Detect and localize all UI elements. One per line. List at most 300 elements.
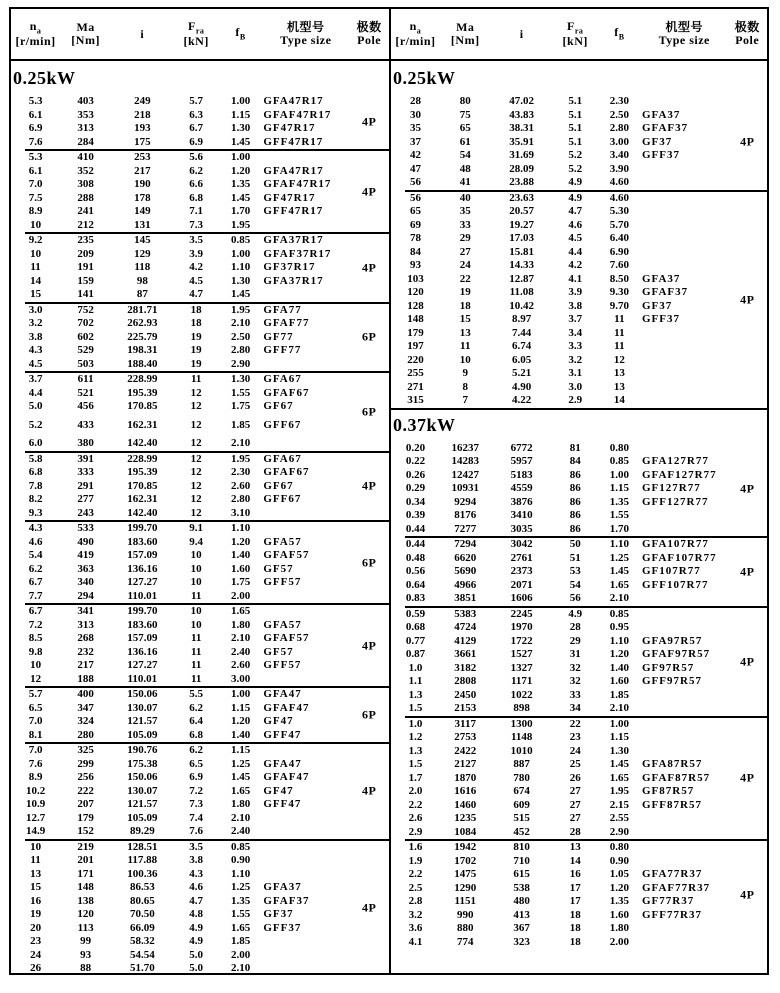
cell-na: 6.1 [28,164,43,177]
table-row [391,689,767,703]
cell-ma: 191 [77,261,94,273]
table-row [11,962,389,973]
cell-fra: 12 [190,452,202,465]
cell-na: 0.56 [405,565,426,577]
cell-i: 10.42 [509,299,535,312]
cell-type: GFAF107R77 [642,551,717,564]
cell-ma: 93 [80,948,92,961]
cell-ma: 1616 [454,785,477,797]
cell-type [262,868,349,882]
cell-fra: 86 [569,509,581,521]
cell-i: 5957 [510,455,533,467]
cell-na: 35 [409,122,421,134]
cell-fb: 1.95 [609,785,629,797]
cell-i: 199.70 [127,605,158,617]
cell-fra: 4.2 [568,259,583,271]
cell-fra: 29 [569,634,581,647]
cell-type: GF127R77 [642,482,701,494]
cell-ma: 80 [459,95,471,107]
cell-ma: 340 [77,576,94,588]
cell-i: 129 [134,247,151,260]
cell-fra: 3.9 [568,286,583,298]
cell-type [641,922,727,936]
cell-fra: 3.8 [189,854,204,866]
cell-ma: 4966 [454,578,477,591]
cell-i: 35.91 [509,135,535,148]
cell-ma: 18 [459,299,471,312]
cell-i: 20.57 [509,205,535,217]
data-section [11,688,389,742]
header-ratio: i [140,26,145,41]
pole-label: 4P [740,481,755,496]
cell-pole-spacer [349,798,389,812]
cell-na: 42 [409,149,421,161]
cell-ma: 308 [77,178,94,190]
cell-fra: 3.5 [189,840,204,853]
cell-fb: 4.60 [609,191,629,204]
cell-pole-spacer [727,936,766,950]
table-row [391,176,767,190]
cell-fb: 1.45 [230,135,251,148]
cell-pole-spacer [727,394,766,408]
cell-type [641,523,727,537]
cell-fra: 4.9 [189,935,204,947]
cell-ma: 380 [77,437,94,449]
cell-pole-spacer [727,442,766,456]
cell-type: GFA57 [263,618,302,631]
cell-type: GFAF37 [263,894,310,907]
cell-type [262,151,349,165]
cell-ma: 410 [77,151,94,163]
table-row [11,949,389,963]
cell-na: 28 [409,95,421,107]
cell-na: 24 [30,948,42,961]
cell-fra: 54 [569,578,581,591]
table-row [391,109,767,123]
cell-i: 170.85 [127,400,158,412]
cell-ma: 113 [77,921,94,934]
cell-fb: 0.80 [609,841,629,853]
table-row [391,758,767,772]
cell-ma: 8176 [454,509,477,521]
cell-ma: 243 [77,506,94,519]
table-row [11,178,389,192]
cell-type [262,949,349,963]
cell-fra: 12 [190,437,202,449]
cell-i: 1970 [510,621,533,633]
cell-i: 5183 [510,468,533,481]
table-row [391,259,767,273]
table-row [11,825,389,839]
cell-fb: 0.85 [609,455,629,467]
cell-fra: 86 [569,468,581,481]
right-table-body [391,61,767,973]
cell-ma: 179 [77,811,94,824]
cell-na: 179 [407,326,424,339]
table-row [11,248,389,262]
cell-fb: 1.80 [609,922,629,934]
cell-ma: 352 [77,164,94,177]
table-row [391,538,767,552]
cell-ma: 490 [77,535,94,548]
table-row [391,662,767,676]
cell-fb: 9.70 [609,299,629,312]
table-row [391,205,767,219]
cell-fra: 6.6 [189,178,204,190]
cell-fb: 0.80 [609,441,629,454]
cell-i: 150.06 [127,688,158,700]
cell-na: 10.9 [25,798,46,810]
cell-fra: 7.3 [189,798,204,810]
cell-na: 15 [30,288,42,300]
cell-i: 105.09 [127,728,158,741]
cell-type: GFAF87R57 [642,771,711,784]
cell-ma: 1942 [454,841,477,853]
cell-pole-spacer [349,373,389,387]
table-row [11,549,389,563]
cell-i: 2071 [510,578,533,591]
cell-fra: 6.8 [189,728,204,741]
cell-ma: 209 [77,247,94,260]
cell-type: GFA47 [263,688,302,700]
cell-ma: 201 [77,854,94,866]
cell-ma: 148 [77,881,94,893]
table-row [391,246,767,260]
cell-fb: 1.40 [230,728,251,741]
cell-type [262,288,349,302]
cell-fra: 32 [569,675,581,687]
cell-type: GFF77 [263,344,302,356]
cell-fb: 2.10 [230,632,251,644]
table-row [391,731,767,745]
cell-na: 120 [407,286,424,298]
cell-ma: 7277 [454,522,477,535]
cell-i: 47.02 [509,95,535,107]
cell-fb: 1.30 [230,274,251,287]
table-row [11,466,389,480]
table-row [391,799,767,813]
cell-i: 6.74 [512,340,532,352]
cell-type [641,340,727,354]
cell-ma: 363 [77,562,94,575]
table-row [391,552,767,566]
cell-i: 121.57 [127,798,158,810]
cell-pole-spacer [349,605,389,619]
cell-i: 162.31 [127,493,158,505]
table-header [11,9,389,61]
cell-ma: 325 [77,744,94,756]
data-section [11,234,389,302]
cell-pole-spacer [349,358,389,372]
table-row [11,205,389,219]
cell-fra: 4.5 [189,274,204,287]
cell-fra: 17 [569,895,581,907]
data-section [11,373,389,451]
table-row [11,605,389,619]
cell-na: 5.2 [28,418,43,431]
cell-fra: 3.2 [568,353,583,366]
cell-pole-spacer [727,232,766,246]
cell-fra: 6.7 [189,122,204,134]
cell-i: 199.70 [127,522,158,534]
cell-fb: 2.30 [230,466,251,478]
cell-ma: 171 [77,867,94,880]
cell-pole-spacer [349,387,389,401]
cell-fb: 12 [613,353,625,366]
cell-ma: 1702 [454,854,477,867]
table-row [11,288,389,302]
table-row [11,715,389,729]
cell-i: 31.69 [509,149,535,161]
cell-fb: 1.70 [230,205,251,217]
cell-ma: 456 [77,400,94,412]
cell-type: GFA37R17 [263,274,324,287]
cell-na: 8.2 [28,493,43,505]
cell-fra: 7.4 [189,811,204,824]
cell-type [641,367,727,381]
cell-fb: 2.80 [230,344,251,356]
cell-type [641,381,727,395]
cell-fra: 3.9 [189,247,204,260]
cell-pole-spacer [349,344,389,358]
cell-ma: 217 [77,659,94,671]
cell-i: 178 [134,191,151,204]
table-row [11,453,389,467]
cell-ma: 61 [459,135,471,148]
table-row [11,261,389,275]
cell-pole-spacer [349,248,389,262]
cell-i: 1527 [510,648,533,660]
cell-fra: 27 [569,798,581,811]
table-row [391,286,767,300]
table-row [391,909,767,923]
cell-fra: 12 [190,493,202,505]
cell-ma: 2153 [454,702,477,714]
pole-label: 6P [361,404,377,419]
cell-fb: 2.80 [609,122,629,134]
cell-type: GFF57 [263,659,302,671]
cell-i: 281.71 [127,303,158,316]
table-row [391,648,767,662]
cell-type [262,744,349,758]
cell-na: 7.0 [28,178,43,190]
table-row [391,163,767,177]
cell-fra: 3.3 [568,340,583,352]
cell-fra: 26 [569,771,581,784]
cell-i: 127.27 [127,659,158,671]
cell-ma: 222 [77,784,94,797]
cell-type: GFA67 [263,373,302,385]
cell-fra: 16 [569,868,581,880]
cell-i: 538 [513,881,530,894]
table-row [391,313,767,327]
table-row [11,771,389,785]
cell-pole-spacer [727,922,766,936]
header-torque: Ma [Nm] [71,20,100,47]
cell-type [641,205,727,219]
table-row [11,812,389,826]
cell-fb: 1.25 [230,881,251,893]
table-row [391,442,767,456]
cell-fra: 6.8 [189,191,204,204]
cell-fb: 1.00 [609,468,629,481]
table-row [391,219,767,233]
cell-ma: 5690 [454,565,477,577]
cell-i: 262.93 [127,317,158,329]
cell-type [262,825,349,839]
cell-fra: 6.9 [189,135,204,148]
cell-fb: 2.60 [230,479,251,492]
cell-pole-spacer [727,909,766,923]
cell-pole-spacer [727,552,766,566]
table-row [11,854,389,868]
cell-na: 26 [30,962,42,973]
pole-label: 4P [361,114,377,129]
cell-i: 23.88 [509,176,535,188]
cell-na: 128 [407,299,424,312]
cell-i: 8.97 [512,313,532,325]
cell-fb: 3.40 [609,149,629,161]
cell-i: 110.01 [127,672,158,685]
cell-fra: 7.3 [189,218,204,231]
cell-fra: 6.3 [189,108,204,121]
cell-ma: 207 [77,798,94,810]
cell-na: 10 [30,659,42,671]
cell-na: 13 [30,867,42,880]
cell-i: 615 [513,868,530,880]
table-row [11,419,389,433]
cell-fra: 4.9 [568,191,583,204]
cell-na: 8.5 [28,632,43,644]
cell-ma: 503 [77,357,94,370]
pole-label: 4P [361,638,377,652]
cell-fra: 5.2 [568,149,583,161]
cell-fb: 2.40 [230,645,251,658]
cell-ma: 1290 [454,881,477,894]
cell-ma: 602 [77,330,94,343]
cell-fb: 5.30 [609,205,629,217]
power-group-label: 0.37kW [391,408,767,442]
cell-pole-spacer [727,731,766,745]
cell-ma: 2450 [454,688,477,701]
cell-fb: 9.30 [609,286,629,298]
cell-type: GF47R17 [263,122,316,134]
cell-fb: 1.95 [230,218,251,231]
table-row [391,785,767,799]
cell-fra: 4.1 [568,272,583,285]
cell-i: 98 [136,274,148,287]
cell-i: 253 [134,151,151,163]
cell-fra: 28 [569,621,581,633]
cell-pole-spacer [727,455,766,469]
cell-i: 1148 [510,731,533,743]
cell-ma: 533 [77,522,94,534]
table-row [11,895,389,909]
cell-fb: 1.95 [230,452,251,465]
cell-ma: 29 [459,232,471,244]
cell-pole-spacer [727,538,766,552]
cell-pole-spacer [727,702,766,716]
table-row [391,579,767,593]
table-row [391,273,767,287]
cell-type [641,689,727,703]
table-row [391,496,767,510]
cell-type: GF47R17 [263,191,316,204]
cell-type: GFA47R17 [263,95,324,107]
cell-type: GFAF37 [642,122,689,134]
cell-fb: 0.85 [230,840,251,853]
cell-pole-spacer [727,273,766,287]
cell-type: GF77 [263,330,294,343]
cell-fb: 2.10 [230,962,251,973]
cell-type [641,592,727,606]
cell-i: 198.31 [127,344,158,356]
table-row [391,327,767,341]
cell-type: GF57 [263,645,294,658]
cell-na: 10 [30,840,42,853]
cell-fra: 23 [569,731,581,743]
cell-i: 43.83 [509,108,535,121]
pole-label: 4P [740,887,755,902]
cell-na: 2.6 [408,812,423,824]
cell-fra: 4.6 [568,218,583,231]
cell-fb: 4.60 [609,176,629,188]
cell-ma: 12427 [451,468,479,481]
table-row [11,358,389,372]
table-row [11,935,389,949]
pole-label: 6P [361,707,377,722]
table-row [391,354,767,368]
cell-fb: 11 [614,313,625,325]
cell-i: 117.88 [127,854,158,866]
cell-ma: 10931 [451,482,479,494]
cell-fra: 18 [190,303,202,316]
cell-i: 674 [513,785,530,797]
cell-ma: 10 [459,353,471,366]
cell-ma: 284 [77,135,94,148]
cell-type [641,327,727,341]
cell-i: 3410 [510,509,533,521]
cell-type: GF107R77 [642,565,701,577]
cell-pole-spacer [349,758,389,772]
cell-na: 5.4 [28,549,43,561]
cell-i: 3035 [510,522,533,535]
cell-fra: 18 [190,317,202,329]
cell-fb: 1.30 [230,122,251,134]
cell-ma: 7 [462,394,468,406]
cell-i: 175 [134,135,151,148]
cell-fb: 1.80 [230,798,251,810]
left-table-body [11,61,389,973]
cell-pole-spacer [349,536,389,550]
cell-ma: 235 [77,234,94,246]
cell-na: 93 [409,259,421,271]
table-row [11,619,389,633]
table-row [11,192,389,206]
cell-ma: 24 [459,259,471,271]
cell-na: 9.2 [28,234,43,246]
pole-label: 4P [361,260,377,275]
cell-na: 7.2 [28,618,43,631]
data-section [11,522,389,603]
cell-i: 175.38 [127,757,158,770]
table-row [11,590,389,604]
cell-fb: 1.30 [609,744,629,757]
cell-pole-spacer [349,437,389,451]
cell-ma: 219 [77,840,94,853]
cell-ma: 521 [77,386,94,399]
cell-type: GF37 [642,135,673,148]
